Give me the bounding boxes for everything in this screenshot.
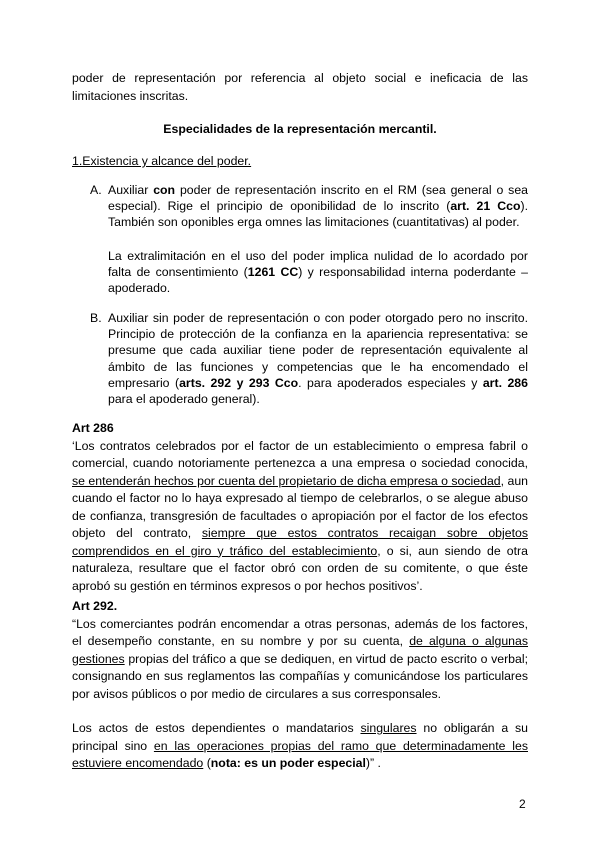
art-286-title: Art 286: [72, 421, 114, 435]
list-item-b-body: [108, 310, 528, 407]
art-292-p2-underline-1: singulares: [360, 721, 417, 735]
art-292-section: [72, 598, 528, 773]
art-292-title: Art 292.: [72, 599, 118, 613]
item-a-paragraph-1: [108, 182, 528, 231]
art-292-quote: [72, 616, 528, 704]
list-item-a-body: [108, 182, 528, 296]
heading-text: Especialidades de la representación mercantil.: [163, 122, 437, 136]
art-286-text-1: ‘Los contratos celebrados por el factor de un establecimiento o empresa fabril o comercial, cuando notoriamente pertenezca a una empresa o sociedad conocida,: [72, 438, 528, 470]
art-292-text-1: “Los comerciantes podrán encomendar a otras personas, además de los factores, el desempeño constante, en su nombre y por su cuenta,: [72, 616, 528, 648]
art-292-p2-text-1: Los actos de estos dependientes o mandatarios: [72, 721, 354, 735]
art-292-paragraph-2: [72, 720, 528, 773]
art-292-note: nota: es un poder especial: [210, 756, 366, 770]
list-marker-b: B.: [90, 311, 102, 325]
section-heading: [72, 121, 528, 139]
page-number: [519, 797, 526, 811]
subsection-title: [72, 153, 528, 171]
art-286-text-3: , o si, aun siendo de otra naturaleza, resultare que el factor obró con orden de su comitente, o que éste aprobó su gestión en términos expresos o por hechos positivos’.: [72, 543, 528, 593]
intro-paragraph: [72, 70, 528, 105]
item-a-p2-text-2: ) y responsabilidad interna poderdante – apoderado.: [108, 264, 528, 296]
item-a-p2-text-1: La extralimitación en el uso del poder implica nulidad de lo acordado por falta de consentimiento (: [108, 248, 528, 279]
item-b-text-3: para el apoderado general).: [108, 392, 260, 407]
item-a-bold-con: con: [153, 183, 176, 197]
item-b-text-2: . para apoderados especiales y: [298, 375, 478, 390]
item-b-text-1: Auxiliar sin poder de representación o con poder otorgado pero no inscrito. Principio de protección de la confianza en la apariencia representativa: se presume que cada auxiliar tiene poder de representación equivalente al ámbito de las funciones y competencias que le ha encomendado el empresario (: [108, 311, 528, 390]
art-292-underline-1: de alguna o algunas gestiones: [72, 634, 529, 666]
page-number-text: 2: [519, 797, 526, 811]
art-286-quote: [72, 438, 528, 596]
item-a-ref-art21: art. 21 Cco: [450, 199, 521, 214]
item-b-ref-286: art. 286: [482, 375, 528, 390]
item-a-text-2: poder de representación inscrito en el RM (sea general o sea especial). Rige el principio de oponibilidad de lo inscrito (: [108, 183, 529, 214]
art-286-section: [72, 420, 528, 595]
item-b-ref-292-293: arts. 292 y 293 Cco: [179, 375, 299, 390]
art-286-text-2: , aun cuando el factor no lo haya expresado al tiempo de celebrarlos, o se alegue abuso de confianza, transgresión de facultades o apropiación por el factor de los efectos objeto del contrato,: [72, 473, 528, 540]
item-a-text-1: Auxiliar: [108, 183, 149, 197]
item-a-ref-1261: 1261 CC: [247, 264, 299, 279]
art-292-p2-end: )” .: [365, 756, 381, 770]
art-292-p2-text-2: no obligarán a su principal sino: [72, 721, 528, 753]
art-286-underline-1: se entenderán hechos por cuenta del propietario de dicha empresa o sociedad: [72, 473, 501, 488]
subsection-title-text: 1.Existencia y alcance del poder.: [72, 154, 252, 168]
art-286-underline-2: siempre que estos contratos recaigan sobre objetos comprendidos en el giro y tráfico del establecimiento: [72, 526, 528, 558]
art-292-text-2: propias del tráfico a que se dediquen, en virtud de pacto escrito o verbal; consignando en sus reglamentos las compañías y comunicándose los particulares por avisos públicos o por medio de circulares a sus corresponsales.: [72, 651, 528, 701]
art-292-p2-text-3: (: [206, 756, 211, 770]
item-a-paragraph-2: [108, 248, 528, 297]
list-item-a: [90, 182, 528, 296]
art-292-p2-underline-2: en las operaciones propias del ramo que determinadamente les estuviere encomendado: [72, 738, 528, 770]
intro-text: poder de representación por referencia al objeto social e ineficacia de las limitaciones inscritas.: [72, 71, 528, 103]
item-a-text-3: ). También son oponibles erga omnes las limitaciones (cuantitativas) al poder.: [108, 199, 528, 230]
list-item-b: [90, 310, 528, 407]
list-marker-a: A.: [90, 183, 102, 197]
